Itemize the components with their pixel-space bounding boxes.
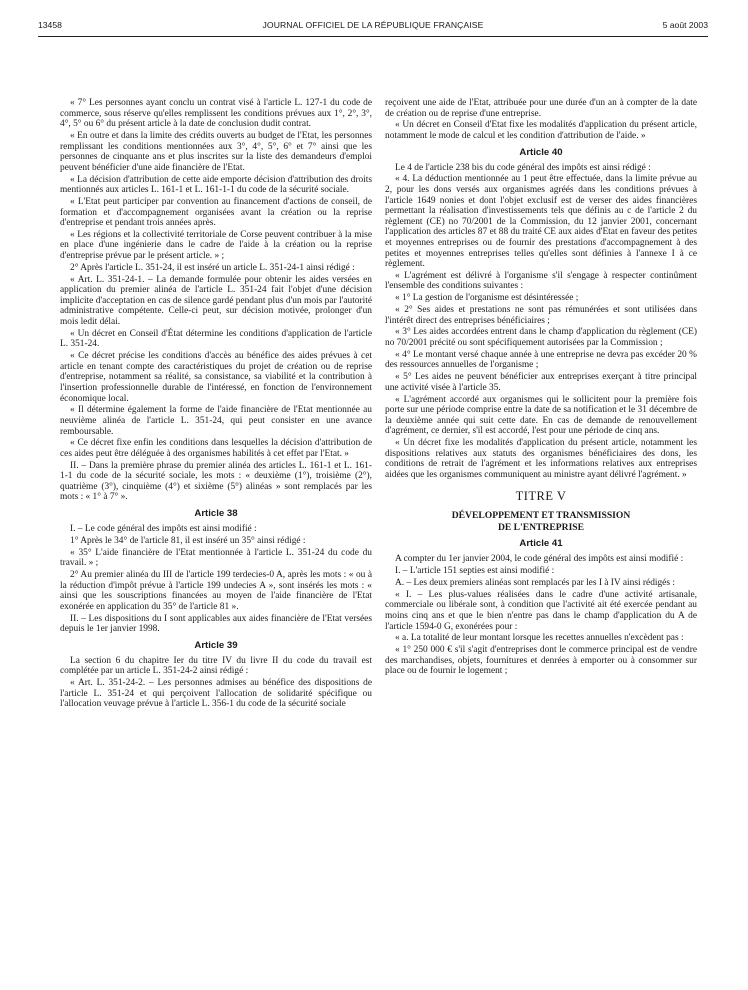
paragraph: « 4° Le montant versé chaque année à une entreprise ne devra pas excéder 20 % des ressources annuelles de l'organisme ; bbox=[385, 349, 697, 371]
paragraph: « La décision d'attribution de cette aide emporte décision d'attribution des droits mentionnés aux articles L. 161-1 et L. 161-1-1 du code de la sécurité sociale. bbox=[60, 174, 372, 196]
paragraph: « En outre et dans la limite des crédits ouverts au budget de l'Etat, les personnes remplissant les conditions mentionnées aux 3°, 4°, 5°, 6° et 7° ainsi que les personnes de cinquante ans et plus inscrites sur la liste des demandeurs d'emploi peuvent bénéficier d'une aide financière de l'Etat. bbox=[60, 130, 372, 173]
article-heading: Article 40 bbox=[519, 146, 563, 158]
paragraph: « 7° Les personnes ayant conclu un contrat visé à l'article L. 127-1 du code de commerce, sous réserve qu'elles remplissent les conditions prévues aux 1°, 2°, 3°, 4°, 5° ou 6° du présent article à la date de conclusion dudit contrat. bbox=[60, 98, 372, 130]
paragraph: « Un décret fixe les modalités d'application du présent article, notamment les dispositions relatives aux statuts des organismes bénéficiaires des dons, les conditions de retrait de l'agrément et les informations relatives aux entreprises aidées que les organismes communiquent au ministre ayant délivré l'agrément. » bbox=[385, 438, 697, 480]
paragraph: « L'Etat peut participer par convention au financement d'actions de conseil, de formation et d'accompagnement organisées avant la création ou la reprise d'entreprise et pendant trois années après. bbox=[60, 196, 372, 229]
subtitle-line: DÉVELOPPEMENT ET TRANSMISSION bbox=[451, 510, 631, 522]
paragraph: A compter du 1er janvier 2004, le code général des impôts est ainsi modifié : bbox=[395, 554, 684, 565]
paragraph: I. – L'article 151 septies est ainsi modifié : bbox=[395, 566, 555, 577]
paragraph: « Il détermine également la forme de l'aide financière de l'Etat mentionnée au neuvième alinéa de l'article L. 351-24, qui peut consister en une avance remboursable. bbox=[60, 405, 372, 437]
header-rule bbox=[38, 36, 708, 37]
paragraph: reçoivent une aide de l'Etat, attribuée pour une durée d'un an à compter de la date de création ou de reprise d'une entreprise. bbox=[385, 98, 697, 119]
article-heading: Article 38 bbox=[194, 508, 238, 520]
paragraph: « Art. L. 351-24-2. – Les personnes admises au bénéfice des dispositions de l'article L. 351-24 et qui perçoivent l'allocation de solidarité spécifique ou l'allocation veuvage prévue à l'article L. 356-1 du code de la sécurité sociale bbox=[60, 678, 372, 710]
paragraph: « Un décret en Conseil d'État détermine les conditions d'application de l'article L. 351-24. bbox=[60, 328, 372, 350]
paragraph: « a. La totalité de leur montant lorsque les recettes annuelles n'excèdent pas : bbox=[395, 633, 684, 644]
paragraph: « L'agrément est délivré à l'organisme s'il s'engage à respecter continûment l'ensemble des conditions suivantes : bbox=[385, 270, 697, 292]
paragraph: « L'agrément accordé aux organismes qui le sollicitent pour la première fois porte sur une période comprise entre la date de sa notification et le 31 décembre de la deuxième année qui suit cette date. En cas de demande de renouvellement d'agrément, ce dernier, s'il est accordé, l'est pour une période de cinq ans. bbox=[385, 394, 697, 437]
paragraph: « I. – Les plus-values réalisées dans le cadre d'une activité artisanale, commerciale ou libérale sont, à condition que l'activité ait été exercée pendant au moins cinq ans et que le bien n'entre pas dans le champ d'application du A de l'article 1594-0 G, exonérées pour : bbox=[385, 589, 697, 632]
paragraph: 2° Après l'article L. 351-24, il est inséré un article L. 351-24-1 ainsi rédigé : bbox=[70, 262, 355, 273]
paragraph: 1° Après le 34° de l'article 81, il est inséré un 35° ainsi rédigé : bbox=[70, 535, 306, 546]
paragraph: « Ce décret précise les conditions d'accès au bénéfice des aides prévues à cet article en tenant compte des caractéristiques du projet de création ou de reprise d'entreprise, notamment sa réalité, sa consistance, sa viabilité et la contribution à l'insertion professionnelle durable de l'intéressé, en fonction de l'environnement économique local. bbox=[60, 351, 372, 404]
paragraph: A. – Les deux premiers alinéas sont remplacés par les I à IV ainsi rédigés : bbox=[395, 578, 675, 589]
paragraph: « 1° La gestion de l'organisme est désintéressée ; bbox=[395, 293, 579, 304]
title-heading: TITRE V bbox=[515, 489, 567, 504]
subtitle-line: DE L'ENTREPRISE bbox=[497, 521, 585, 533]
paragraph: II. – Les dispositions du I sont applicables aux aides financière de l'Etat versées depuis le 1er janvier 1998. bbox=[60, 613, 372, 635]
paragraph: « Les régions et la collectivité territoriale de Corse peuvent contribuer à la mise en place d'une ingénierie dans le cadre de l'aide à la création ou la reprise d'entreprise prévue par le présent article. » ; bbox=[60, 229, 372, 262]
paragraph: II. – Dans la première phrase du premier alinéa des articles L. 161-1 et L. 161-1-1 du code de la sécurité sociale, les mots : « deuxième (1°), troisième (2°), quatrième (3°), cinquième (4°) et sixième (5°) alinéas » sont remplacés par les mots : « 1° à 7° ». bbox=[60, 460, 372, 503]
paragraph: « 3° Les aides accordées entrent dans le champ d'application du règlement (CE) no 70/2001 précité ou sont spécifiquement autorisées par la Commission ; bbox=[385, 327, 697, 348]
paragraph: « Un décret en Conseil d'Etat fixe les modalités d'application du présent article, notamment le mode de calcul et les condition d'attribution de l'aide. » bbox=[385, 120, 697, 141]
title-subheading bbox=[385, 510, 697, 533]
paragraph: « 2° Ses aides et prestations ne sont pas rémunérées et sont utilisées dans l'intérêt direct des entreprises bénéficiaires ; bbox=[385, 305, 697, 326]
paragraph: « 35° L'aide financière de l'Etat mentionnée à l'article L. 351-24 du code du travail. » ; bbox=[60, 547, 372, 569]
page-number: 13458 bbox=[38, 20, 62, 30]
paragraph: 2° Au premier alinéa du III de l'article 199 terdecies-0 A, après les mots : « ou à la réduction d'impôt prévue à l'article 199 undecies A », sont insérés les mots : « ainsi que les souscriptions financées au moyen de l'aide financière de l'Etat exonérée en application du 35° de l'article 81 ». bbox=[60, 569, 372, 612]
issue-date: 5 août 2003 bbox=[662, 20, 708, 30]
left-column bbox=[60, 98, 372, 711]
paragraph: Le 4 de l'article 238 bis du code général des impôts est ainsi rédigé : bbox=[395, 162, 651, 173]
article-heading: Article 39 bbox=[194, 639, 238, 651]
paragraph: « 4. La déduction mentionnée au 1 peut être effectuée, dans la limite prévue au 2, pour les dons versés aux organismes agréés dans les conditions prévues à l'article 1649 nonies et dont l'objet exclusif est de verser des aides financières permettant la réalisation d'investissements tels que définis au c de l'article 2 du règlement (CE) no 70/2001 de la Commission, du 12 janvier 2001, concernant l'application des articles 87 et 88 du traité CE aux aides d'Etat en faveur des petites et moyennes entreprises ou de fournir des prestations d'accompagnement à des petites et moyennes entreprises telles qu'elles sont définies à l'annexe I à ce règlement. bbox=[385, 174, 697, 270]
article-heading: Article 41 bbox=[519, 538, 563, 550]
paragraph: « Art. L. 351-24-1. – La demande formulée pour obtenir les aides versées en application du premier alinéa de l'article L. 351-24 fait l'objet d'une décision implicite d'acceptation en cas de silence gardé pendant plus d'un mois par l'autorité administrative compétente. Celle-ci peut, sur décision motivée, prolonger d'un mois ledit délai. bbox=[60, 274, 372, 327]
right-column bbox=[385, 98, 697, 678]
paragraph: I. – Le code général des impôts est ainsi modifié : bbox=[70, 524, 257, 535]
paragraph: « 1° 250 000 € s'il s'agit d'entreprises dont le commerce principal est de vendre des marchandises, objets, fournitures et denrées à emporter ou à consommer sur place ou de fournir le logement ; bbox=[385, 645, 697, 677]
page-header bbox=[38, 20, 708, 34]
paragraph: « Ce décret fixe enfin les conditions dans lesquelles la décision d'attribution de ces aides peut être déléguée à des organismes habilités à cet effet par l'Etat. » bbox=[60, 438, 372, 459]
paragraph: « 5° Les aides ne peuvent bénéficier aux entreprises exerçant à titre principal une activité visée à l'article 35. bbox=[385, 372, 697, 393]
paragraph: La section 6 du chapitre Ier du titre IV du livre II du code du travail est complétée par un article L. 351-24-2 ainsi rédigé : bbox=[60, 655, 372, 677]
journal-title: JOURNAL OFFICIEL DE LA RÉPUBLIQUE FRANÇAISE bbox=[262, 20, 484, 30]
